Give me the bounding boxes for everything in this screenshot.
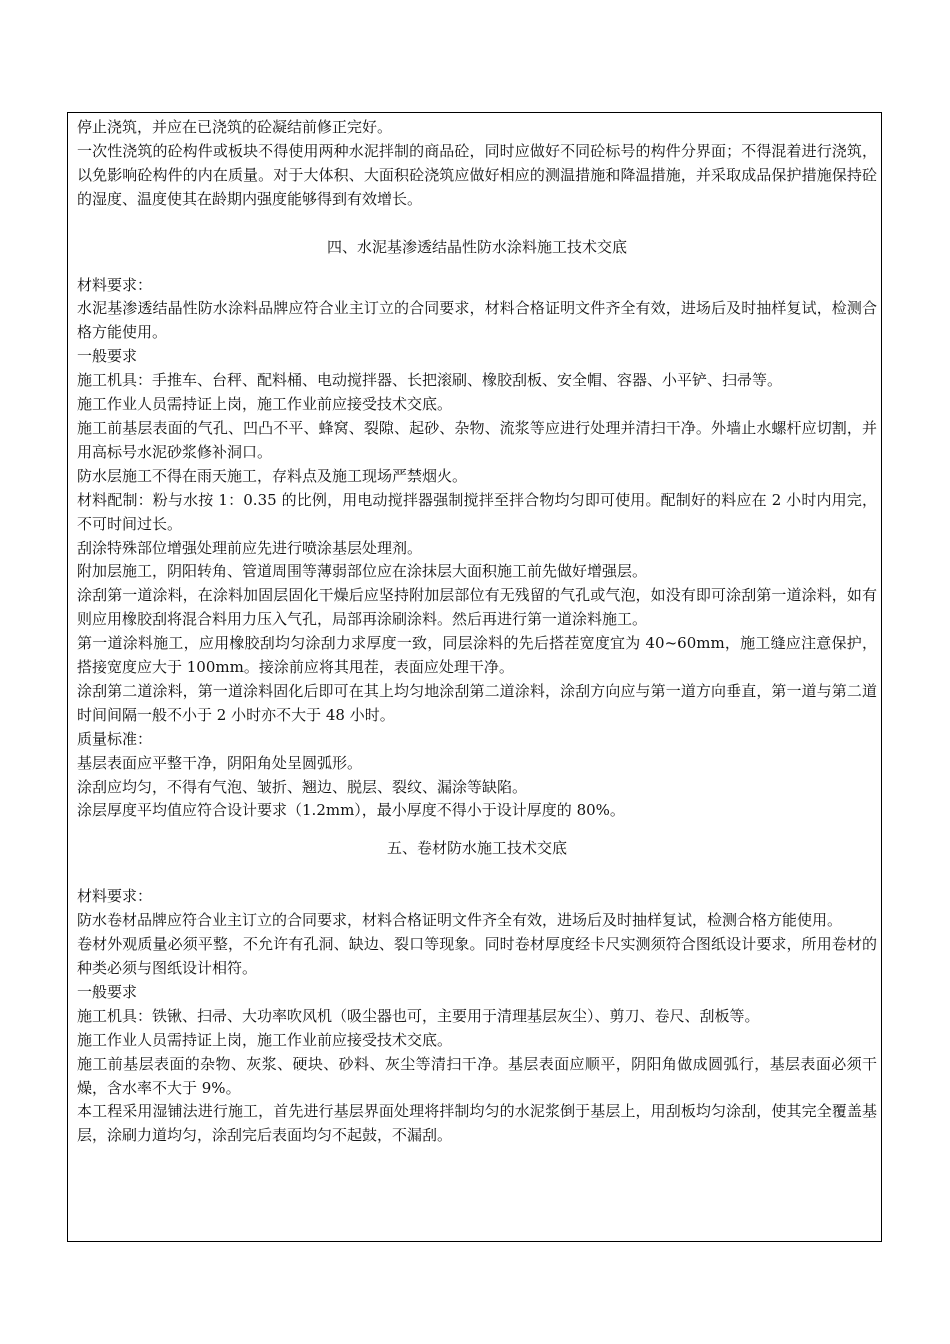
- section-4-title: 四、水泥基渗透结晶性防水涂料施工技术交底: [326, 237, 627, 256]
- s4-paragraph: 施工前基层表面的气孔、凹凸不平、蜂窝、裂隙、起砂、杂物、流浆等应进行处理并清扫干净。外墙止水螺杆应切割，并用高标号水泥砂浆修补洞口。: [77, 418, 877, 461]
- s5-paragraph: 本工程采用湿铺法进行施工，首先进行基层界面处理将拌制均匀的水泥浆倒于基层上，用刮板均匀涂刮，使其完全覆盖基层，涂刷力道均匀，涂刮完后表面均匀不起鼓，不漏刮。: [77, 1102, 877, 1145]
- s4-paragraph: 材料要求：: [77, 275, 153, 294]
- s4-paragraph: 水泥基渗透结晶性防水涂料品牌应符合业主订立的合同要求，材料合格证明文件齐全有效，进场后及时抽样复试，检测合格方能使用。: [77, 299, 877, 342]
- s4-paragraph: 防水层施工不得在雨天施工，存料点及施工现场严禁烟火。: [77, 466, 468, 485]
- intro-paragraph-1: 停止浇筑，并应在已浇筑的砼凝结前修正完好。: [77, 118, 393, 136]
- s4-paragraph: 涂刮第一道涂料，在涂料加固层固化干燥后应坚持附加层部位有无残留的气孔或气泡，如没有即可涂刮第一道涂料，如有则应用橡胶刮将混合料用力压入气孔，局部再涂刷涂料。然后再进行第一道涂料施工。: [77, 586, 877, 629]
- intro-paragraph-2: 一次性浇筑的砼构件或板块不得使用两种水泥拌制的商品砼，同时应做好不同砼标号的构件分界面；不得混着进行浇筑，以免影响砼构件的内在质量。对于大体积、大面积砼浇筑应做好相应的测温措施和降温措施，并采取成品保护措施保持砼的湿度、温度使其在龄期内强度能够得到有效增长。: [77, 141, 877, 208]
- s4-paragraph: 质量标准：: [77, 729, 153, 748]
- s4-paragraph: 附加层施工，阴阳转角、管道周围等薄弱部位应在涂抹层大面积施工前先做好增强层。: [77, 562, 648, 581]
- s4-paragraph: 基层表面应平整干净，阴阳角处呈圆弧形。: [77, 753, 363, 772]
- s4-paragraph: 刮涂特殊部位增强处理前应先进行喷涂基层处理剂。: [77, 538, 423, 557]
- section-5-title: 五、卷材防水施工技术交底: [386, 839, 567, 858]
- s5-paragraph: 防水卷材品牌应符合业主订立的合同要求，材料合格证明文件齐全有效，进场后及时抽样复试，检测合格方能使用。: [77, 911, 843, 930]
- s4-paragraph: 施工机具：手推车、台秤、配料桶、电动搅拌器、长把滚刷、橡胶刮板、安全帽、容器、小平铲、扫帚等。: [77, 371, 783, 390]
- document-body: [77, 116, 877, 1148]
- s4-paragraph: 材料配制：粉与水按 1：0.35 的比例，用电动搅拌器强制搅拌至拌合物均匀即可使用。配制好的料应在 2 小时内用完，不可时间过长。: [77, 490, 877, 533]
- s4-paragraph: 涂刮第二道涂料，第一道涂料固化后即可在其上均匀地涂刮第二道涂料，涂刮方向应与第一道方向垂直，第一道与第二道时间间隔一般不小于 2 小时亦不大于 48 小时。: [77, 681, 877, 724]
- s5-paragraph: 一般要求: [77, 982, 138, 1001]
- s5-paragraph: 施工机具：铁锹、扫帚、大功率吹风机（吸尘器也可，主要用于清理基层灰尘）、剪刀、卷尺、刮板等。: [77, 1006, 760, 1025]
- s5-paragraph: 卷材外观质量必须平整，不允许有孔洞、缺边、裂口等现象。同时卷材厚度经卡尺实测须符合图纸设计要求，所用卷材的种类必须与图纸设计相符。: [77, 935, 877, 977]
- s4-paragraph: 涂刮应均匀，不得有气泡、皱折、翘边、脱层、裂纹、漏涂等缺陷。: [77, 777, 528, 796]
- s4-paragraph: 一般要求: [77, 347, 138, 366]
- s5-paragraph: 材料要求：: [77, 887, 153, 906]
- s4-paragraph: 第一道涂料施工，应用橡胶刮均匀涂刮力求厚度一致，同层涂料的先后搭茬宽度宜为 40~60mm，施工缝应注意保护，搭接宽度应大于 100mm。接涂前应将其甩茬，表面应处理干净。: [77, 634, 877, 677]
- s4-paragraph: 施工作业人员需持证上岗，施工作业前应接受技术交底。: [77, 395, 453, 414]
- s5-paragraph: 施工前基层表面的杂物、灰浆、硬块、砂料、灰尘等清扫干净。基层表面应顺平，阴阳角做成圆弧行，基层表面必须干燥，含水率不大于 9%。: [77, 1054, 877, 1097]
- s5-paragraph: 施工作业人员需持证上岗，施工作业前应接受技术交底。: [77, 1030, 453, 1049]
- s4-paragraph: 涂层厚度平均值应符合设计要求（1.2mm），最小厚度不得小于设计厚度的 80%。: [77, 801, 625, 820]
